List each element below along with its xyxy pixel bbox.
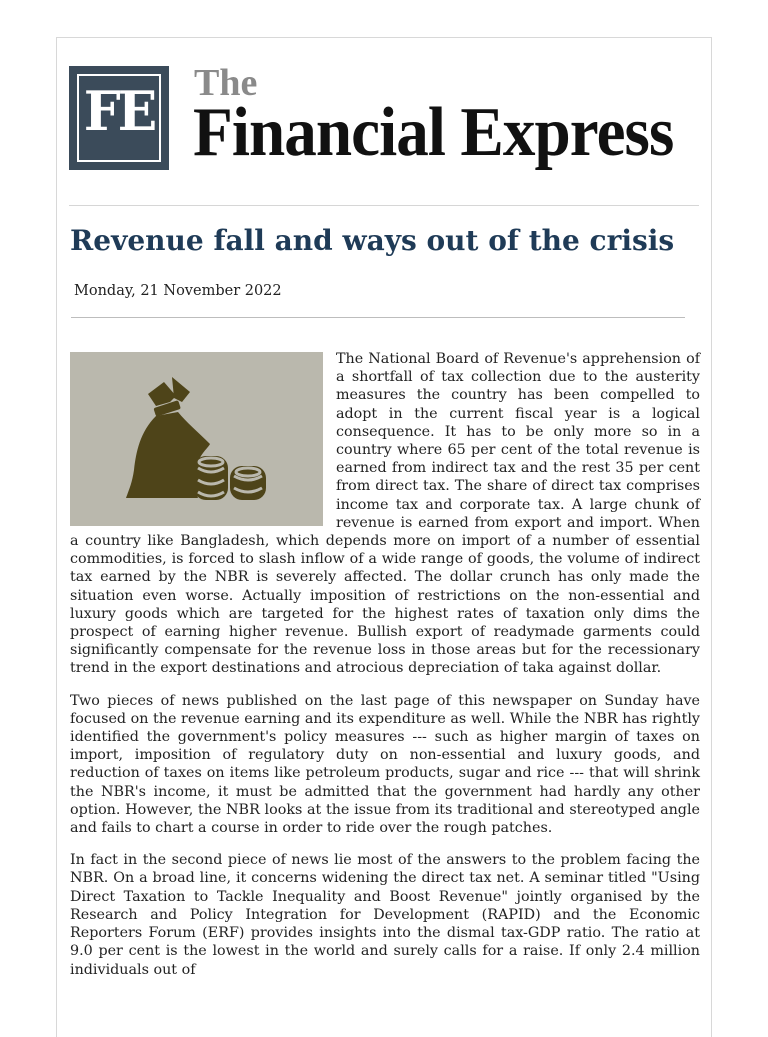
article-paragraph-2: Two pieces of news published on the last page of this newspaper on Sunday have focused on the revenue earning and its expenditure as well. While the NBR has rightly identified the government's policy measures --- such as higher margin of taxes on import, imposition of regulatory duty on non-essential and luxury goods, and reduction of taxes on items like petroleum products, sugar and rice --- that will shrink the NBR's income, it must be admitted that the government had hardly any other option. However, the NBR looks at the issue from its traditional and stereotyped angle and fails to chart a course in order to ride over the rough patches. bbox=[70, 692, 700, 837]
brand-name: Financial Express bbox=[193, 94, 674, 171]
article-body bbox=[70, 350, 700, 993]
masthead-divider bbox=[69, 205, 699, 206]
fe-logo bbox=[69, 66, 169, 170]
document-page bbox=[56, 37, 712, 1037]
money-bag-coins-icon bbox=[70, 352, 323, 526]
date-divider bbox=[71, 317, 685, 318]
masthead[interactable] bbox=[69, 62, 701, 175]
article-date: Monday, 21 November 2022 bbox=[74, 283, 282, 299]
article-image bbox=[70, 352, 323, 526]
article-paragraph-3: In fact in the second piece of news lie most of the answers to the problem facing the NBR. On a broad line, it concerns widening the direct tax net. A seminar titled "Using Direct Taxation to Tackle Inequality and Boost Revenue" jointly organised by the Research and Policy Integration for Development (RAPID) and the Economic Reporters Forum (ERF) provides insights into the dismal tax-GDP ratio. The ratio at 9.0 per cent is the lowest in the world and surely calls for a raise. If only 2.4 million individuals out of bbox=[70, 852, 700, 978]
article-title: Revenue fall and ways out of the crisis bbox=[70, 224, 675, 257]
article-paragraph-1: The National Board of Revenue's apprehension of a shortfall of tax collection due to the austerity measures the country has been compelled to adopt in the current fiscal year is a logical consequence. It has to be only more so in a country where 65 per cent of the total revenue is earned from indirect tax and the rest 35 per cent from direct tax. The share of direct tax comprises income tax and corporate tax. A large chunk of revenue is earned from export and import. When a country like Bangladesh, which depends more on import of a number of essential commodities, is forced to slash inflow of a wide range of goods, the volume of indirect tax earned by the NBR is severely affected. The dollar crunch has only made the situation even worse. Actually imposition of restrictions on the non-essential and luxury goods which are targeted for the highest rates of taxation only dims the prospect of earning higher revenue. Bullish export of readymade garments could significantly compensate for the revenue loss in those areas but for the recessionary trend in the export destinations and atrocious depreciation of taka against dollar. bbox=[70, 351, 700, 677]
fe-logo-letters: FE bbox=[83, 79, 155, 144]
brand-the: The bbox=[194, 62, 258, 104]
